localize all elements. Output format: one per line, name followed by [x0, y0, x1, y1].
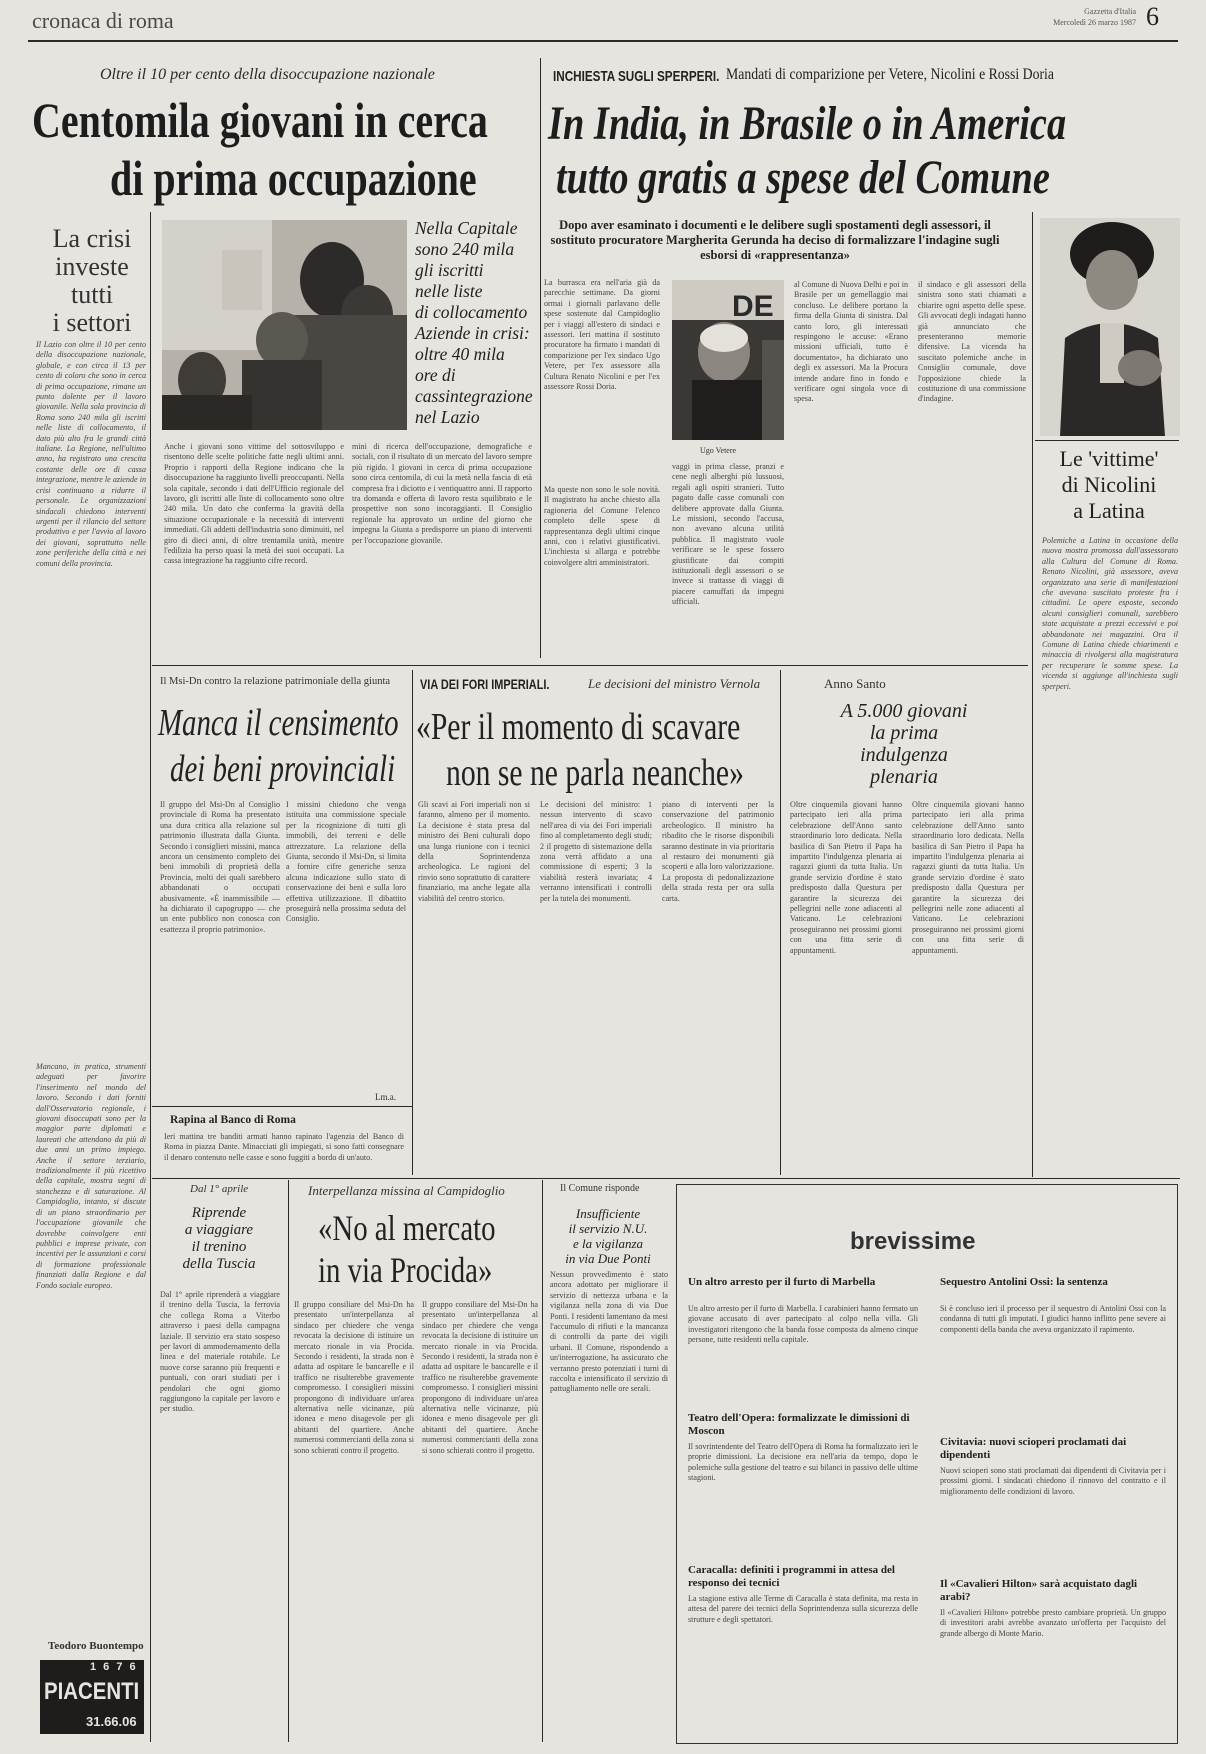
- nicolini-photo-image: [1040, 218, 1180, 436]
- lead-body-left: Il Lazio con oltre il 10 per cento della disoccupazione nazionale, globale, e con circa il 13 per cento di coloro che sono in cerca di prima occupazione, rimane un punto dolente per il lavoro giovanile. Nella sola provincia di Roma sono 240 mila gli iscritti nelle liste di collocamento, il dato più alto fra le grandi città italiane. La Regione, nell'ultimo anno, ha registrato una crescita costante delle ore di cassa integrazione, mentre le aziende in crisi continuano a ridurre il personale. Le organizzazioni sindacali chiedono interventi urgenti per il rilancio del settore produttivo e per l'avvio al lavoro dei giovani, soprattutto nelle zone periferiche della città e nei comuni della provincia.: [36, 340, 146, 568]
- victims-body: Polemiche a Latina in occasione della nuova mostra promossa dall'assessorato alla Cultura del Comune di Roma. Renato Nicolini, già assessore, aveva organizzato una serie di manifestazioni che avevano suscitato proteste fra i cittadini. Le opere esposte, secondo alcuni consiglieri comunali, sarebbero state acquistate a prezzi eccessivi e poi abbandonate nei magazzini. Ora il Comune di Latina chiede chiarimenti e minaccia di rivolgersi alla magistratura per recuperare le somme spese. La vicenda si aggiunge all'inchiesta sugli sperperi.: [1042, 536, 1178, 691]
- service-kicker: Il Comune risponde: [560, 1183, 640, 1194]
- train-body: Dal 1° aprile riprenderà a viaggiare il trenino della Tuscia, la ferrovia che collega Roma a Viterbo attraverso i paesi della campagna laziale. Il servizio era stato sospeso per lavori di ammodernamento della linea e del materiale rotabile. Le nuove corse saranno più frequenti e puntuali, con orari studiati per i pendolari che ogni giorno raggiungono la capitale per lavoro e per studio.: [160, 1290, 280, 1414]
- fori-body-col3: piano di interventi per la conservazione del patrimonio archeologico. Il ministro ha ribadito che le risorse disponibili saranno destinate in via prioritaria al restauro dei monumenti già scoperti e alla loro valorizzazione. La proposta di pedonalizzazione della strada resta per ora sulla carta.: [662, 800, 774, 903]
- brief-item-headline: Civitavia: nuovi scioperi proclamati dai dipendenti: [940, 1436, 1127, 1461]
- ad-name: PIACENTI: [44, 1678, 140, 1705]
- holyyear-headline: A 5.000 giovani la prima indulgenza plenaria: [840, 700, 968, 788]
- census-body-col2: I missini chiedono che venga istituita una commissione speciale per la ricognizione di tutti gli immobili, dei terreni e delle attrezzature. La relazione della Giunta, secondo il Msi-Dn, si limita a fornire cifre generiche senza alcuna indicazione sullo stato di conservazione dei beni e sulla loro effettiva utilizzazione. Il dibattito proseguirà nella prossima seduta del Consiglio.: [286, 800, 406, 924]
- inquiry-headline-2: tutto gratis a spese del Comune: [556, 151, 1050, 204]
- col-divider: [412, 670, 413, 1175]
- brief-title: brevissime: [850, 1228, 976, 1255]
- masthead-rule: [28, 40, 1178, 42]
- census-kicker: Il Msi-Dn contro la relazione patrimoniale della giunta: [160, 676, 391, 687]
- col-divider: [1032, 212, 1033, 1177]
- lead-body-left-cont: Mancano, in pratica, strumenti adeguati per favorire l'inserimento nel mondo del lavoro. Secondo i dati forniti dall'Osservatorio regionale, i giovani disoccupati sono per la maggior parte diplomati e laureati che attendono da più di due anni un primo impiego. Anche il settore terziario, tradizionalmente il più ricettivo della capitale, mostra segni di stanchezza e di saturazione. Al Campidoglio, intanto, si discute di un piano straordinario per l'occupazione giovanile che dovrebbe coinvolgere enti pubblici e imprese private, con incentivi per le assunzioni e corsi di formazione professionale finanziati dalla Regione e dal Fondo sociale europeo.: [36, 1062, 146, 1290]
- page-number: 6: [1146, 2, 1159, 31]
- census-headline-1: Manca il censimento: [158, 702, 399, 744]
- section-title: cronaca di roma: [32, 8, 174, 33]
- brief-item-headline: Sequestro Antolini Ossi: la sentenza: [940, 1276, 1108, 1288]
- brief-item-headline: Un altro arresto per il furto di Marbella: [688, 1276, 876, 1288]
- inquiry-deck: Dopo aver esaminato i documenti e le delibere sugli spostamenti degli assessori, il sostituto procuratore Margherita Gerunda ha deciso di formalizzare l'indagine sugli esborsi di «rappresentanza»: [550, 218, 1000, 262]
- census-body-col1: Il gruppo del Msi-Dn al Consiglio provinciale di Roma ha presentato una dura critica alla relazione sul patrimonio illustrata dalla Giunta. Secondo i consiglieri missini, manca ancora un censimento completo dei beni immobili di proprietà della Provincia, molti dei quali sarebbero abbandonati o occupati abusivamente. «È inammissibile — ha dichiarato il capogruppo — che un ente pubblico non conosca con esattezza il proprio patrimonio».: [160, 800, 280, 934]
- holyyear-kicker: Anno Santo: [824, 676, 886, 691]
- market-kicker: Interpellanza missina al Campidoglio: [308, 1183, 505, 1198]
- section-rule: [152, 665, 1028, 666]
- col-divider: [150, 212, 151, 652]
- vetere-photo-image: [672, 280, 784, 440]
- service-body: Nessun provvedimento è stato ancora adottato per migliorare il servizio di nettezza urbana e la vigilanza nella zona di via Due Ponti. I residenti lamentano da mesi l'accumulo di rifiuti e la mancanza di controlli da parte dei vigili urbani. Il Comune, rispondendo a un'interrogazione, ha assicurato che verranno presto potenziati i turni di raccolta e intensificato il servizio di pattugliamento nelle ore serali.: [550, 1270, 668, 1394]
- advertisement: [40, 1660, 144, 1734]
- inquiry-body-col2: vaggi in prima classe, pranzi e cene negli alberghi più lussuosi, regali agli ospiti stranieri. Tutto pagato dalle casse comunali con delibere approvate dalla Giunta. Le missioni, secondo l'accusa, non avevano alcuna utilità pubblica. Il magistrato vuole verificare se le spese fossero giustificate dai compiti istituzionali degli assessori o se invece si trattasse di viaggi di piacere camuffati da impegni ufficiali.: [672, 462, 784, 607]
- fori-body-col1: Gli scavi ai Fori imperiali non si faranno, almeno per il momento. La decisione è stata presa dal ministro dei Beni culturali dopo una lunga riunione con i tecnici della Soprintendenza archeologica. Le ragioni del rinvio sono soprattutto di carattere finanziario, ma anche legate alla viabilità del centro storico.: [418, 800, 530, 903]
- lead-headline-1: Centomila giovani in cerca: [32, 92, 488, 148]
- lead-sidebar-title: La crisi investe tutti i settori: [52, 224, 132, 337]
- service-headline: Insufficiente il servizio N.U. e la vigilanza in via Due Ponti: [565, 1206, 651, 1266]
- inquiry-body-col1: La burrasca era nell'aria già da parecchie settimane. Da giorni ormai i giornali parlavano delle spese sostenute dal Campidoglio per i viaggi all'estero di sindaci e assessori. Ieri mattina il sostituto procuratore ha firmato i mandati di comparizione per l'ex sindaco Ugo Vetere, per l'ex assessore alla Cultura Renato Nicolini e per l'ex assessore Rossi Doria.: [544, 278, 660, 392]
- inquiry-photo-caption: Ugo Vetere: [700, 446, 737, 455]
- victims-rule: [1035, 440, 1179, 441]
- col-divider: [780, 670, 781, 1175]
- bank-body: Ieri mattina tre banditi armati hanno rapinato l'agenzia del Banco di Roma in piazza Dante. Minacciati gli impiegati, si sono fatti consegnare il denaro contenuto nelle casse e sono fuggiti a bordo di un'auto.: [164, 1132, 404, 1162]
- brief-item-body: Il «Cavalieri Hilton» potrebbe presto cambiare proprietà. Un gruppo di investitori arabi avrebbe avanzato un'offerta per l'acquisto del grande albergo di Monte Mario.: [940, 1608, 1166, 1638]
- issue-date: Mercoledì 26 marzo 1987: [1053, 18, 1136, 27]
- brief-item-headline: Caracalla: definiti i programmi in attesa del responso dei tecnici: [688, 1564, 895, 1589]
- lead-photo: [162, 220, 407, 430]
- brief-item-body: Si è concluso ieri il processo per il sequestro di Antolini Ossi con la condanna di tutti gli imputati. I giudici hanno inflitto pene severe ai componenti della banda che aveva organizzato il rapimento.: [940, 1304, 1166, 1334]
- fori-kicker: Le decisioni del ministro Vernola: [588, 676, 761, 691]
- market-headline-1: «No al mercato: [318, 1208, 496, 1248]
- train-headline: Riprende a viaggiare il trenino della Tuscia: [182, 1205, 256, 1272]
- inquiry-kicker: Mandati di comparizione per Vetere, Nicolini e Rossi Doria: [726, 66, 1054, 83]
- lead-body-col1: Anche i giovani sono vittime del sottosviluppo e risentono delle scelte politiche fatte negli ultimi anni. Proprio i rapporti della Regione indicano che la disoccupazione ha raggiunto livelli preoccupanti. Nella sola capitale, secondo i dati dell'Ufficio regionale del lavoro, gli iscritti alle liste di collocamento sono oltre 240 mila. Un dato che conferma la gravità della situazione occupazionale e la necessità di interventi immediati. Gli addetti dell'industria sono diminuiti, nel giro di dieci anni, di oltre trentamila unità, mentre l'edilizia ha perso quasi la metà dei suoi occupati. La cassa integrazione ha raggiunto cifre record.: [164, 442, 344, 566]
- lead-photo-image: [162, 220, 407, 430]
- col-divider: [542, 1180, 543, 1742]
- market-body-col2: Il gruppo consiliare del Msi-Dn ha presentato un'interpellanza al sindaco per chiedere che venga revocata la decisione di istituire un mercato rionale in via Procida. Secondo i residenti, la strada non è adatta ad ospitare le bancarelle e il traffico ne risulterebbe gravemente compromesso. I consiglieri missini propongono di individuare un'area alternativa nelle vicinanze, più idonea e meno disagevole per gli abitanti del quartiere. Anche numerosi commercianti della zona si sono schierati contro il progetto.: [422, 1300, 538, 1455]
- brief-item-body: Un altro arresto per il furto di Marbella. I carabinieri hanno fermato un giovane accusato di aver partecipato al colpo nella villa. Gli investigatori ritengono che la banda fosse composta da almeno cinque persone, tutte residenti nella capitale.: [688, 1304, 918, 1345]
- lead-kicker: Oltre il 10 per cento della disoccupazione nazionale: [100, 66, 435, 83]
- holyyear-body-col1: Oltre cinquemila giovani hanno partecipato ieri alla prima celebrazione dell'Anno santo straordinario loro dedicata. Nella basilica di San Pietro il Papa ha impartito l'indulgenza plenaria ai ragazzi giunti da tutta Italia. Un grande servizio d'ordine è stato predisposto dalla Questura per garantire la sicurezza dei pellegrini nelle zone adiacenti al Vaticano. Le celebrazioni proseguiranno nei prossimi giorni con una fitta serie di appuntamenti.: [790, 800, 902, 955]
- nicolini-photo: [1040, 218, 1180, 436]
- section-rule: [152, 1178, 1180, 1179]
- brief-item-body: Il sovrintendente del Teatro dell'Opera di Roma ha formalizzato ieri le proprie dimissioni. La decisione era nell'aria da tempo, dopo le polemiche sulla gestione del teatro e sui bilanci in passivo delle ultime stagioni.: [688, 1442, 918, 1483]
- fori-headline-1: «Per il momento di scavare: [416, 706, 741, 748]
- brief-item-headline: Il «Cavalieri Hilton» sarà acquistato dagli arabi?: [940, 1578, 1138, 1603]
- lead-byline: Teodoro Buontempo: [48, 1640, 144, 1652]
- train-kicker: Dal 1° aprile: [190, 1183, 249, 1195]
- inquiry-headline-1: In India, in Brasile o in America: [548, 97, 1067, 150]
- holyyear-body-col2: Oltre cinquemila giovani hanno partecipato ieri alla prima celebrazione dell'Anno santo straordinario loro dedicata. Nella basilica di San Pietro il Papa ha impartito l'indulgenza plenaria ai ragazzi giunti da tutta Italia. Un grande servizio d'ordine è stato predisposto dalla Questura per garantire la sicurezza dei pellegrini nelle zone adiacenti al Vaticano. Le celebrazioni proseguiranno nei prossimi giorni con una fitta serie di appuntamenti.: [912, 800, 1024, 955]
- svg-text:DE: DE: [732, 290, 774, 323]
- lead-headline-2: di prima occupazione: [110, 150, 477, 206]
- brief-item-body: Nuovi scioperi sono stati proclamati dai dipendenti di Civitavia per i prossimi giorni. I sindacati chiedono il rinnovo del contratto e il miglioramento delle condizioni di lavoro.: [940, 1466, 1166, 1496]
- inquiry-photo: [672, 280, 784, 440]
- census-headline-2: dei beni provinciali: [170, 748, 396, 790]
- ad-number: 1 6 7 6: [90, 1661, 138, 1673]
- inquiry-label: INCHIESTA SUGLI SPERPERI.: [553, 68, 720, 85]
- col-divider: [540, 58, 541, 658]
- fori-label: VIA DEI FORI IMPERIALI.: [420, 676, 550, 692]
- market-body-col1: Il gruppo consiliare del Msi-Dn ha presentato un'interpellanza al sindaco per chiedere che venga revocata la decisione di istituire un mercato rionale in via Procida. Secondo i residenti, la strada non è adatta ad ospitare le bancarelle e il traffico ne risulterebbe gravemente compromesso. I consiglieri missini propongono di individuare un'area alternativa nelle vicinanze, più idonea e meno disagevole per gli abitanti del quartiere. Anche numerosi commercianti della zona si sono schierati contro il progetto.: [294, 1300, 414, 1455]
- bank-rule: [152, 1106, 412, 1107]
- census-signature: Lm.a.: [375, 1092, 396, 1102]
- inquiry-body-col3: al Comune di Nuova Delhi e poi in Brasile per un gemellaggio mai concluso. Le delibere portano la firma della Giunta di sinistra. Dal canto loro, gli interessati respingono le accuse: «Erano missioni ufficiali, tutto è documentato», ha dichiarato uno degli ex assessori. Ma la Procura intende andare fino in fondo e verificare ogni singola voce di spesa.: [794, 280, 908, 404]
- lead-body-col2: mini di ricerca dell'occupazione, demografiche e sociali, con il risultato di un mercato del lavoro sempre più rigido. I giovani in cerca di prima occupazione sono circa centomila, di cui la metà nella fascia di età compresa fra i diciotto e i ventiquattro anni. Il rapporto tra domanda e offerta di lavoro resta squilibrato e le prospettive non sono incoraggianti. Il Consiglio regionale ha approvato un ordine del giorno che impegna la Giunta a predisporre un piano di interventi per l'occupazione giovanile.: [352, 442, 532, 545]
- ad-phone: 31.66.06: [86, 1714, 137, 1729]
- lead-highlight: Nella Capitale sono 240 mila gli iscritti nelle liste di collocamento Aziende in crisi: oltre 40 mila ore di cassintegrazione nel Lazio: [415, 218, 533, 427]
- brief-item-headline: Teatro dell'Opera: formalizzate le dimissioni di Moscon: [688, 1412, 910, 1437]
- fori-headline-2: non se ne parla neanche»: [446, 752, 744, 794]
- fori-body-col2: Le decisioni del ministro: 1 nessun intervento di scavo nell'area di via dei Fori imperiali fino al completamento degli studi; 2 il progetto di sistemazione della zona verrà affidato a una commissione di esperti; 3 la viabilità resterà invariata; 4 verranno intensificati i controlli per la tutela dei monumenti.: [540, 800, 652, 903]
- paper-name: Gazzetta d'Italia: [1084, 7, 1136, 16]
- victims-headline: Le 'vittime' di Nicolini a Latina: [1059, 446, 1159, 523]
- bank-headline: Rapina al Banco di Roma: [170, 1114, 296, 1126]
- inquiry-body-col4: il sindaco e gli assessori della sinistra sono stati chiamati a chiarire ogni aspetto delle spese. Gli avvocati degli indagati hanno già annunciato che presenteranno memorie difensive. La vicenda ha suscitato polemiche anche in Consiglio comunale, dove l'opposizione chiede la costituzione di una commissione d'indagine.: [918, 280, 1026, 404]
- market-headline-2: in via Procida»: [318, 1250, 493, 1290]
- col-divider: [288, 1180, 289, 1742]
- col-divider: [150, 652, 151, 1742]
- brief-item-body: La stagione estiva alle Terme di Caracalla è stata definita, ma resta in attesa del parere dei tecnici della Soprintendenza sulla sicurezza delle strutture e degli spettatori.: [688, 1594, 918, 1624]
- inquiry-body-col1b: Ma queste non sono le sole novità. Il magistrato ha anche chiesto alla ragioneria del Comune l'elenco completo delle spese di rappresentanza degli ultimi cinque anni, con i relativi giustificativi. L'inchiesta si allarga e potrebbe coinvolgere altri amministratori.: [544, 485, 660, 567]
